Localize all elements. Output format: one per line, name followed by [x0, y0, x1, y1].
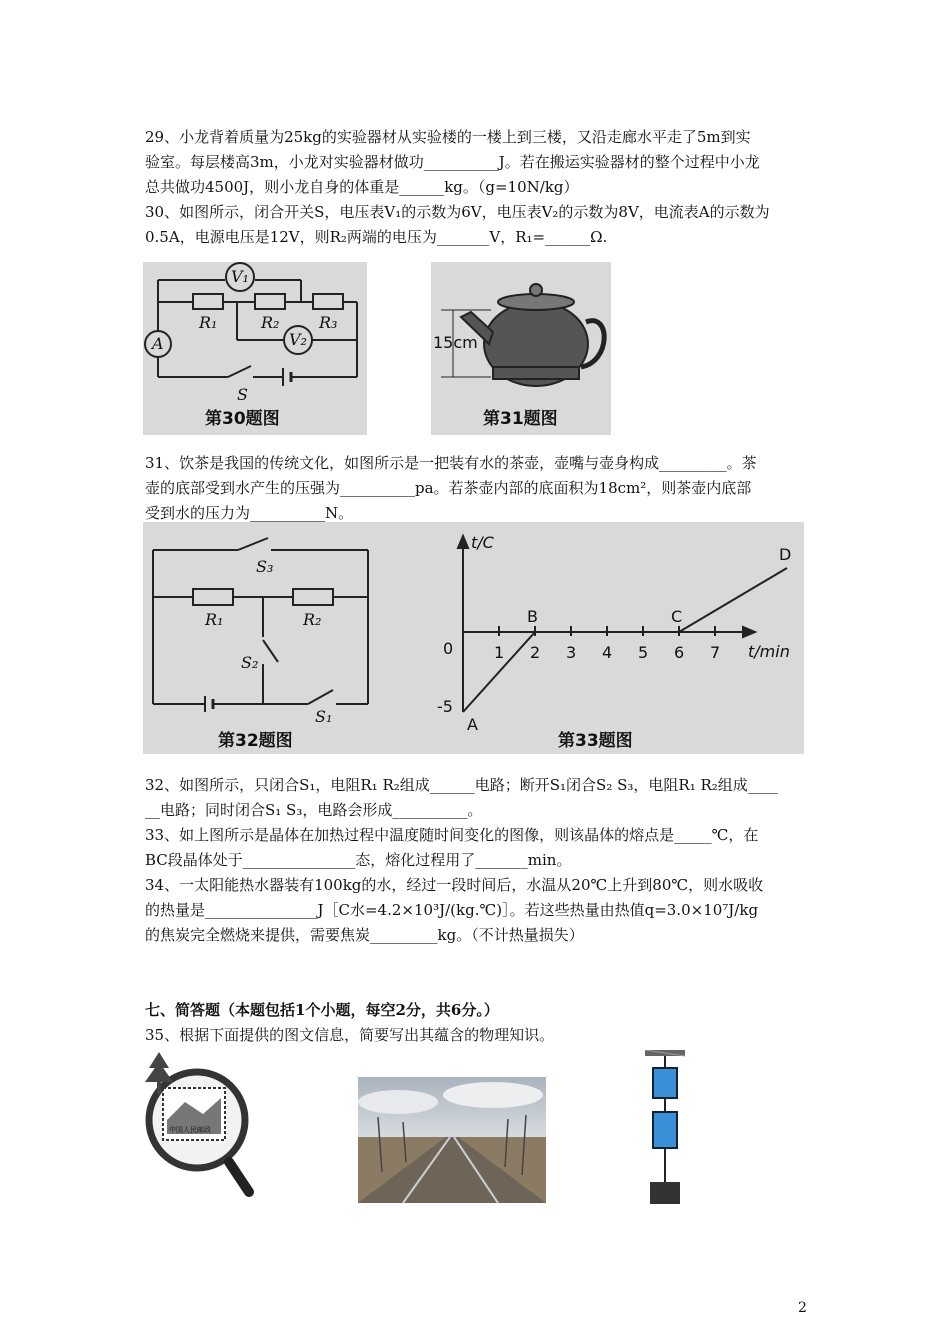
- fig33-tick-label-4: 4: [602, 643, 613, 662]
- q34-line-3: 的焦炭完全燃烧来提供，需要焦炭_________kg。（不计热量损失）: [145, 926, 584, 944]
- fig30-v1-label: V₁: [231, 267, 249, 286]
- fig33-point-D: D: [779, 545, 792, 564]
- fig33-tick-label-7: 7: [710, 643, 721, 662]
- fig33-ylabel: t/C: [471, 533, 494, 552]
- spring-weights-image: [640, 1050, 690, 1205]
- stamp-text: 中国人民邮政: [169, 1126, 211, 1134]
- q30-line-2: 0.5A，电源电压是12V，则R₂两端的电压为_______V，R₁=______Ω.: [145, 228, 608, 246]
- fig32-r1-label: R₁: [205, 610, 224, 629]
- fig30-r3-label: R₃: [319, 313, 338, 332]
- fig32-s1-label: S₁: [315, 707, 333, 726]
- fig33-tick-label-1: 1: [494, 643, 505, 662]
- fig31-caption: 第31题图: [483, 409, 558, 429]
- q31-line-2: 壶的底部受到水产生的压强为__________pa。若茶壶内部的底面积为18cm²，则茶壶内底部: [145, 479, 752, 497]
- fig30-switch-label: S: [237, 385, 248, 404]
- q33-line-1: 33、如上图所示是晶体在加热过程中温度随时间变化的图像，则该晶体的熔点是_____℃，在: [145, 826, 759, 844]
- stamp-magnifier-image: [145, 1050, 257, 1206]
- fig30-ammeter-label: A: [152, 334, 164, 353]
- fig32-r2-label: R₂: [303, 610, 322, 629]
- fig33-tick-label-5: 5: [638, 643, 649, 662]
- q29-line-3: 总共做功4500J，则小龙自身的体重是______kg。（g=10N/kg）: [145, 178, 579, 196]
- fig33-segment-CD: [679, 568, 787, 632]
- figure-30-circuit: [143, 262, 367, 435]
- fig30-r1-label: R₁: [199, 313, 218, 332]
- fig33-xlabel: t/min: [748, 642, 790, 661]
- q34-line-1: 34、一太阳能热水器装有100kg的水，经过一段时间后，水温从20℃上升到80℃，则水吸收: [145, 876, 764, 894]
- q35-line-1: 35、根据下面提供的图文信息，简要写出其蕴含的物理知识。: [145, 1026, 555, 1044]
- fig33-point-B: B: [527, 607, 538, 626]
- fig33-ymin-label: -5: [437, 697, 453, 716]
- fig33-tick-label-3: 3: [566, 643, 577, 662]
- fig33-tick-label-2: 2: [530, 643, 541, 662]
- q29-line-1: 29、小龙背着质量为25kg的实验器材从实验楼的一楼上到三楼，又沿走廊水平走了5m到实: [145, 128, 751, 146]
- fig32-caption: 第32题图: [218, 731, 293, 751]
- fig33-origin-label: 0: [443, 639, 454, 658]
- q33-line-2: BC段晶体处于_______________态，熔化过程用了_______min。: [145, 851, 572, 869]
- figure-31-teapot: [431, 262, 611, 435]
- q34-line-2: 的热量是_______________J［C水=4.2×10³J/(kg.℃)］。若这些热量由热值q=3.0×10⁷J/kg: [145, 901, 759, 919]
- railway-track-photo: [358, 1077, 546, 1203]
- fig31-height-label: 15cm: [433, 333, 478, 352]
- fig30-r2-label: R₂: [261, 313, 280, 332]
- section-7-heading: 七、简答题（本题包括1个小题，每空2分，共6分。）: [145, 1001, 499, 1019]
- fig30-caption: 第30题图: [205, 409, 280, 429]
- fig30-v2-label: V₂: [289, 330, 307, 349]
- fig33-x-arrow: [743, 627, 755, 637]
- fig33-point-C: C: [671, 607, 683, 626]
- q29-line-2: 验室。每层楼高3m，小龙对实验器材做功__________J。若在搬运实验器材的整个过程中小龙: [145, 153, 760, 171]
- page-number: 2: [798, 1300, 807, 1316]
- q31-line-1: 31、饮茶是我国的传统文化，如图所示是一把装有水的茶壶，壶嘴与壶身构成_________。茶: [145, 454, 757, 472]
- fig32-s3-label: S₃: [256, 557, 274, 576]
- fig32-s2-label: S₂: [241, 653, 259, 672]
- q32-line-2: __电路；同时闭合S₁ S₃，电路会形成__________。: [145, 801, 483, 819]
- fig33-point-A: A: [467, 715, 478, 734]
- fig33-y-arrow: [458, 536, 468, 548]
- figure-32-33: [143, 522, 804, 754]
- fig33-caption: 第33题图: [558, 731, 633, 751]
- q30-line-1: 30、如图所示，闭合开关S，电压表V₁的示数为6V，电压表V₂的示数为8V，电流表A的示数为: [145, 203, 770, 221]
- fig33-tick-label-6: 6: [674, 643, 685, 662]
- q31-line-3: 受到水的压力为__________N。: [145, 504, 354, 522]
- q32-line-1: 32、如图所示，只闭合S₁，电阻R₁ R₂组成______电路；断开S₁闭合S₂ S₃，电阻R₁ R₂组成____: [145, 776, 778, 794]
